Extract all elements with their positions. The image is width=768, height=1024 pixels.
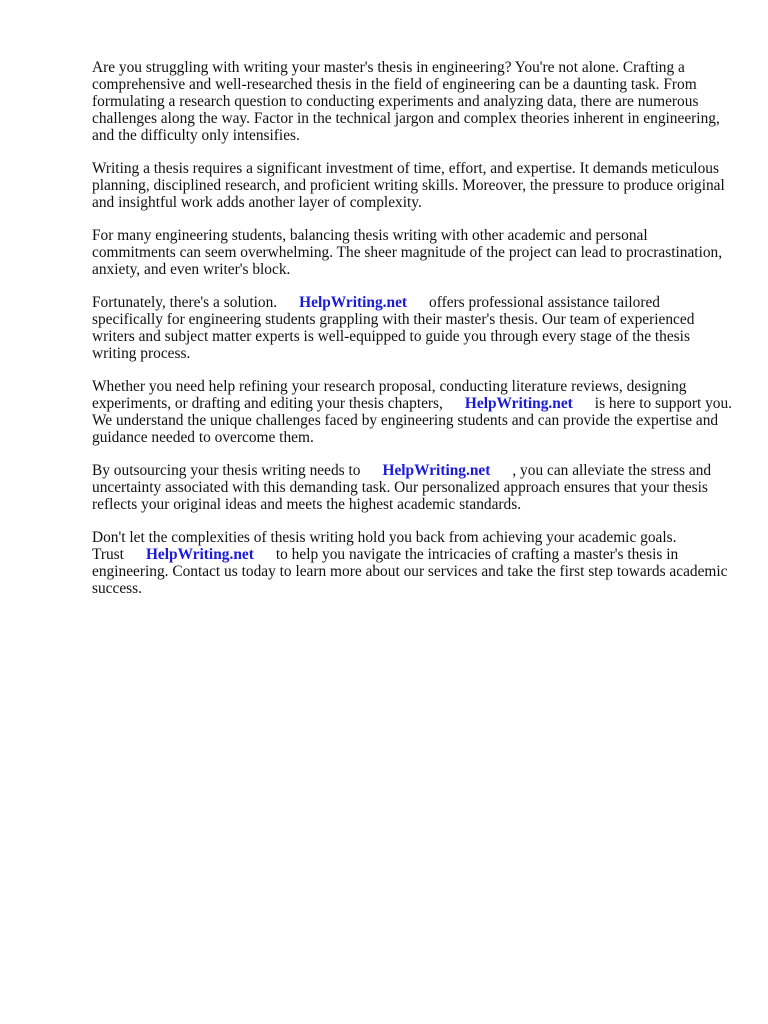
helpwriting-link[interactable]: HelpWriting.net — [299, 294, 408, 311]
helpwriting-link[interactable]: HelpWriting.net — [382, 462, 491, 479]
paragraph-intro: Are you struggling with writing your master's thesis in engineering? You're not alone. Crafting a comprehensive and well-researched thesis in the field of engineering can be a daunting task. From formulating a research question to conducting experiments and analyzing data, there are numerous challenges along the way. Factor in the technical jargon and complex theories inherent in engineering, and the difficulty only intensifies. — [92, 59, 720, 144]
paragraph-text: Fortunately, there's a solution. — [92, 294, 278, 311]
paragraph-help-areas — [92, 378, 732, 446]
paragraph-text: , you can alleviate the stress and uncertainty associated with this demanding task. Our personalized approach ensures that your thesis reflects your original ideas and meets the highest academic standards. — [92, 462, 712, 513]
paragraph-call-to-action — [92, 529, 732, 597]
paragraph-text: to help you navigate the intricacies of crafting a master's thesis in engineering. Contact us today to learn more about our services and take the first step towards academic success. — [92, 546, 728, 597]
document-body — [92, 59, 732, 613]
paragraph-text: is here to support you. We understand the unique challenges faced by engineering students and can provide the expertise and guidance needed to overcome them. — [92, 395, 733, 446]
helpwriting-link[interactable]: HelpWriting.net — [464, 395, 573, 412]
helpwriting-link[interactable]: HelpWriting.net — [145, 546, 254, 563]
paragraph-text: By outsourcing your thesis writing needs to — [92, 462, 361, 479]
paragraph-outsourcing — [92, 462, 732, 513]
paragraph-text: offers professional assistance tailored specifically for engineering students grappling with their master's thesis. Our team of experienced writers and subject matter experts is well-equipped to guide you through every stage of the thesis writing process. — [92, 294, 695, 362]
paragraph-solution — [92, 294, 732, 362]
paragraph-balancing: For many engineering students, balancing thesis writing with other academic and personal commitments can seem overwhelming. The sheer magnitude of the project can lead to procrastination, anxiety, and even writer's block. — [92, 227, 723, 278]
paragraph-text: Don't let the complexities of thesis writing hold you back from achieving your academic goals. Trust — [92, 529, 677, 563]
paragraph-text: Whether you need help refining your research proposal, conducting literature reviews, designing experiments, or drafting and editing your thesis chapters, — [92, 378, 687, 412]
paragraph-investment: Writing a thesis requires a significant investment of time, effort, and expertise. It demands meticulous planning, disciplined research, and proficient writing skills. Moreover, the pressure to produce original and insightful work adds another layer of complexity. — [92, 160, 725, 211]
